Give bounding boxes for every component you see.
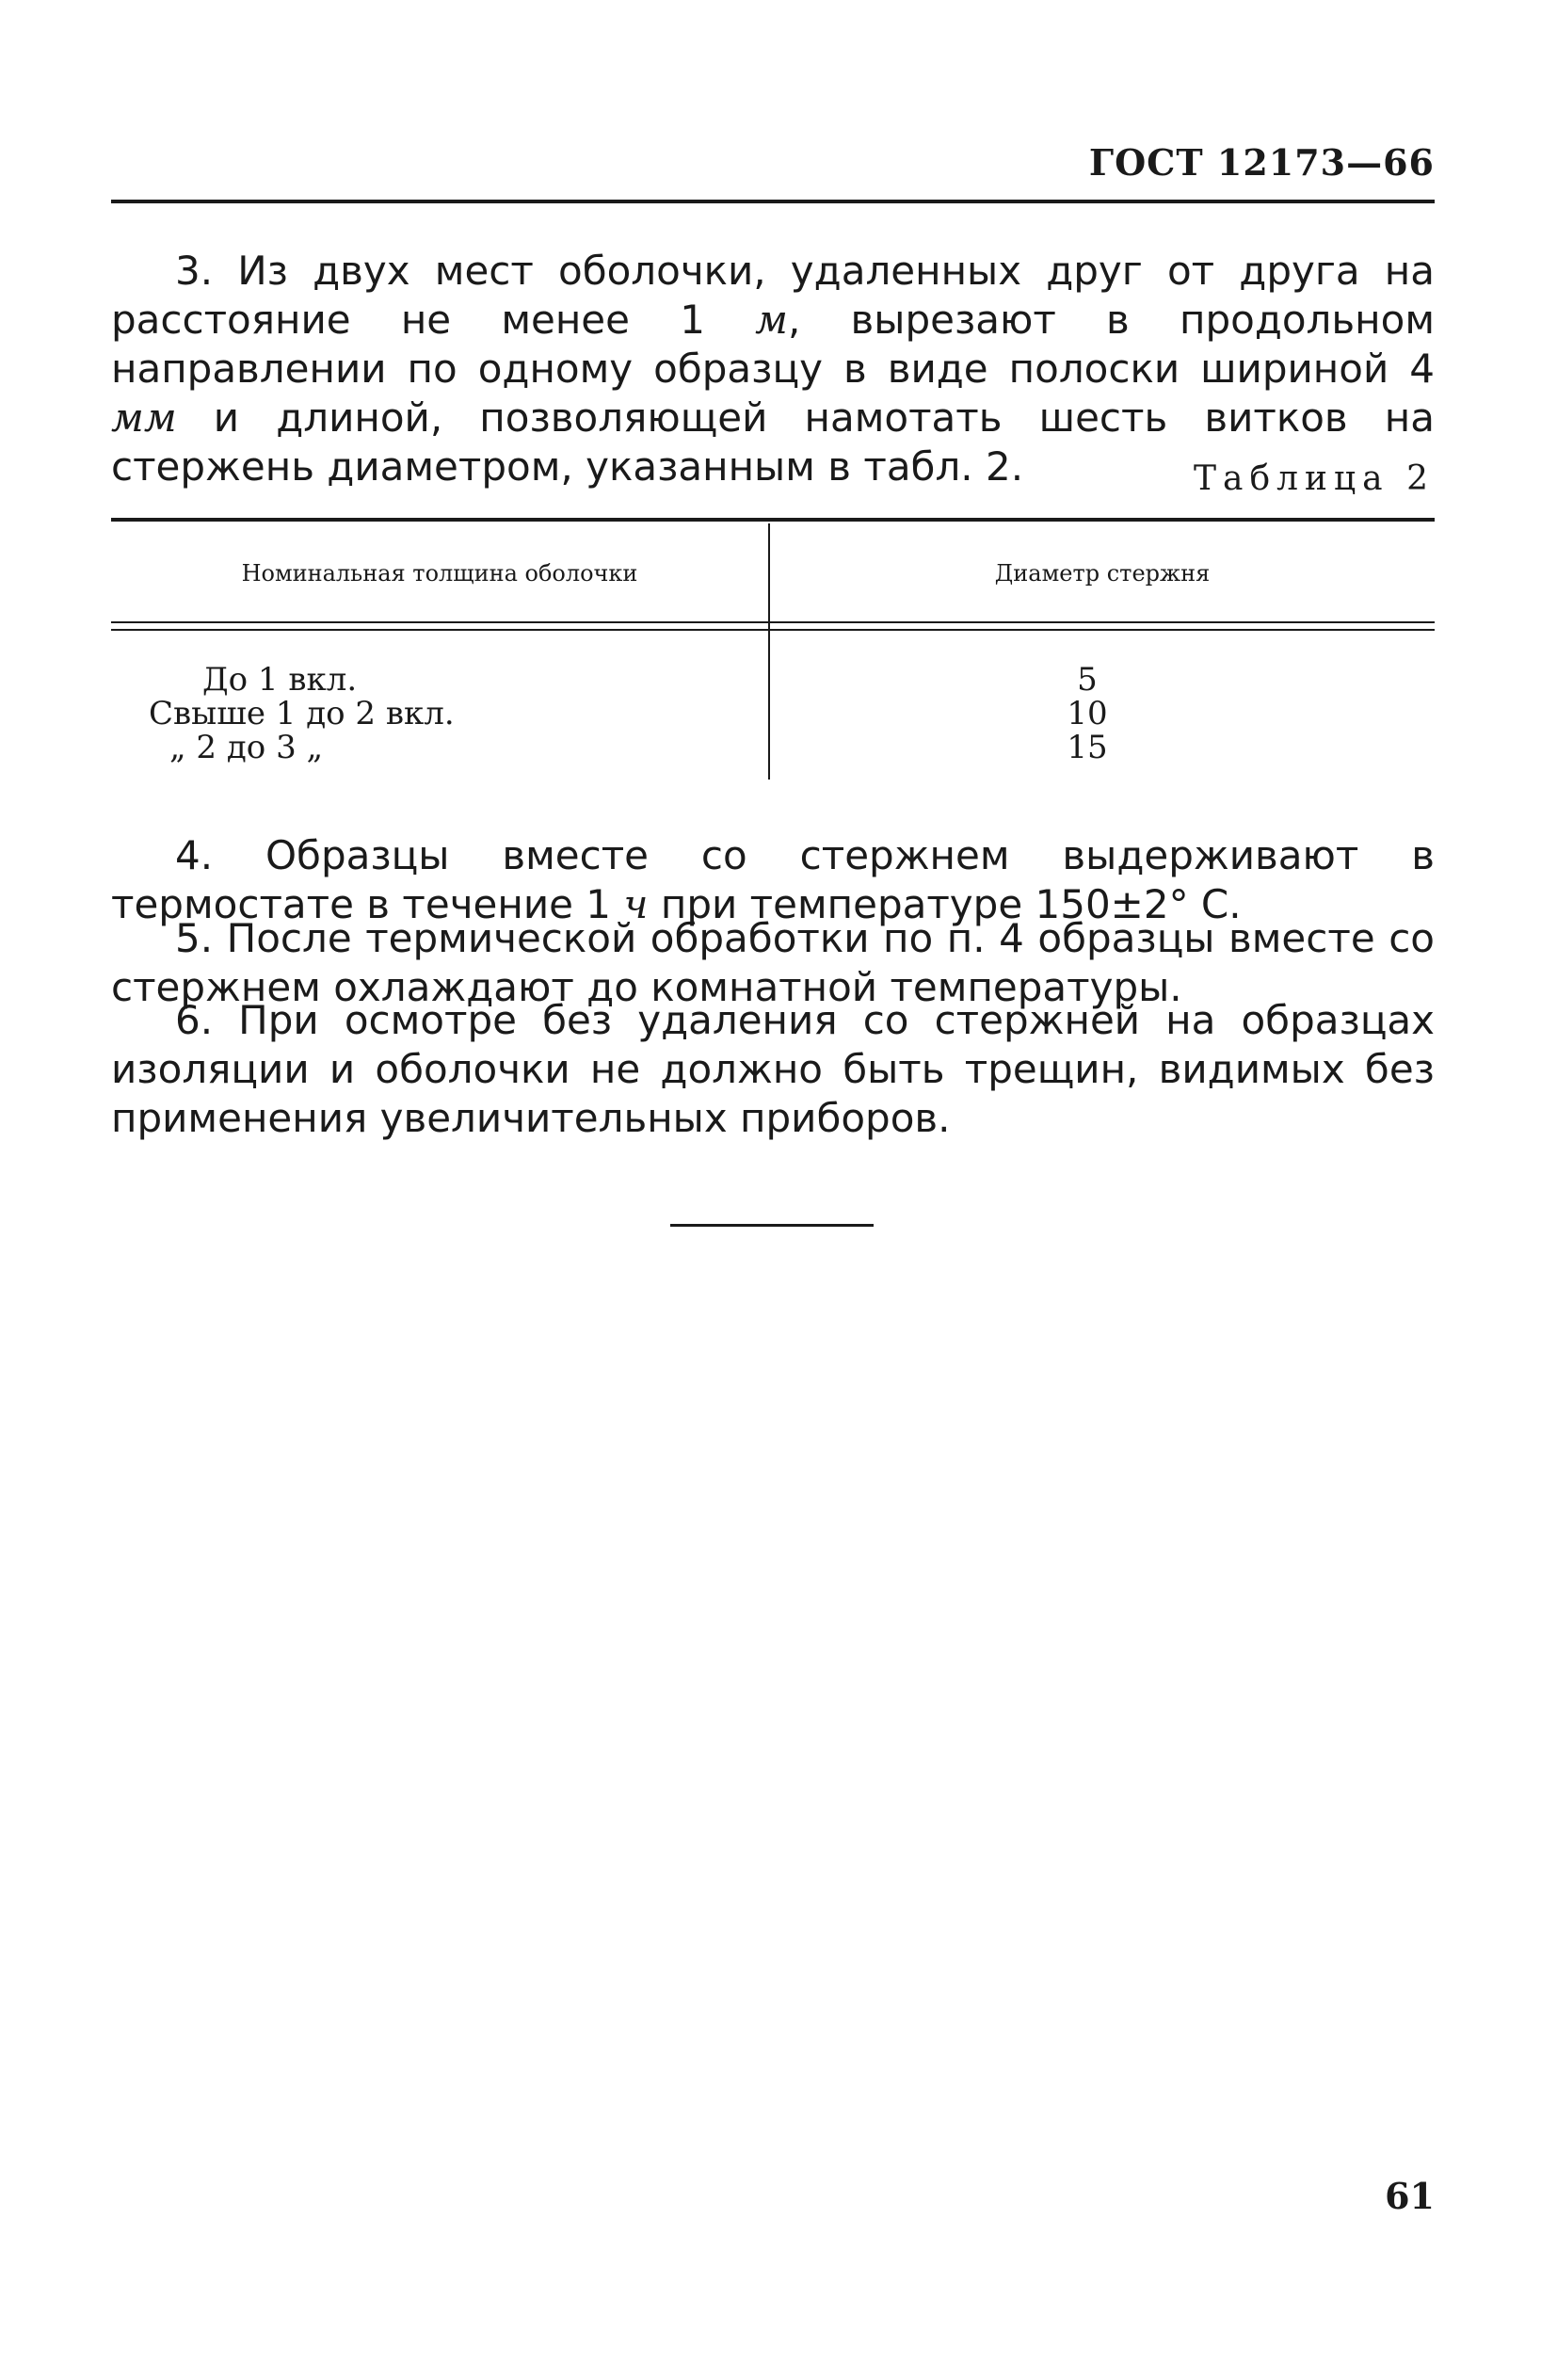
paragraph-3-part-1: 3. Из двух мест оболочки, удаленных друг от друга на расстояние не менее 1 xyxy=(111,248,1435,343)
unit-meter: м xyxy=(755,297,788,343)
paragraph-4-part-1: 4. Образцы вместе со стержнем выдерживают в термостате в течение 1 xyxy=(111,832,1435,927)
table-cell-diameter-3: 15 xyxy=(1067,729,1108,766)
paragraph-3-part-3: и длиной, позволяющей намотать шесть витков на стержень диаметром, указанным в табл. 2. xyxy=(111,394,1435,490)
table-cell-diameter-1: 5 xyxy=(1077,661,1098,699)
table-cell-thickness-1: До 1 вкл. xyxy=(202,661,358,699)
table-header-thickness: Номинальная толщина оболочки xyxy=(241,560,638,587)
unit-millimeter: мм xyxy=(111,394,177,441)
table-cell-thickness-3: „ 2 до 3 „ xyxy=(169,729,324,766)
table-cell-thickness-2: Свыше 1 до 2 вкл. xyxy=(149,695,455,732)
paragraph-6 xyxy=(111,996,1435,1143)
table-header-rule-2 xyxy=(111,629,1435,631)
table-title: Таблица 2 xyxy=(1194,459,1435,498)
paragraph-6-text: 6. При осмотре без удаления со стержней на образцах изоляции и оболочки не должно быть трещин, видимых без применения увеличительных приборов. xyxy=(111,997,1435,1141)
unit-hour: ч xyxy=(623,881,649,927)
paragraph-3-part-2: , вырезают в продольном направлении по одному образцу в виде полоски шириной 4 xyxy=(111,297,1435,392)
paragraph-3 xyxy=(111,247,1435,491)
paragraph-5-text: 5. После термической обработки по п. 4 образцы вместе со стержнем охлаждают до комнатной температуры. xyxy=(111,915,1435,1010)
paragraph-4-part-2: при температуре 150±2° С. xyxy=(648,881,1242,927)
table-header-diameter: Диаметр стержня xyxy=(994,560,1211,587)
section-end-rule xyxy=(670,1224,874,1227)
table-header-rule-1 xyxy=(111,621,1435,623)
document-header: ГОСТ 12173—66 xyxy=(1088,141,1435,184)
page-number: 61 xyxy=(1385,2175,1435,2217)
header-rule xyxy=(111,200,1435,203)
table-top-rule xyxy=(111,518,1435,522)
table-cell-diameter-2: 10 xyxy=(1067,695,1108,732)
